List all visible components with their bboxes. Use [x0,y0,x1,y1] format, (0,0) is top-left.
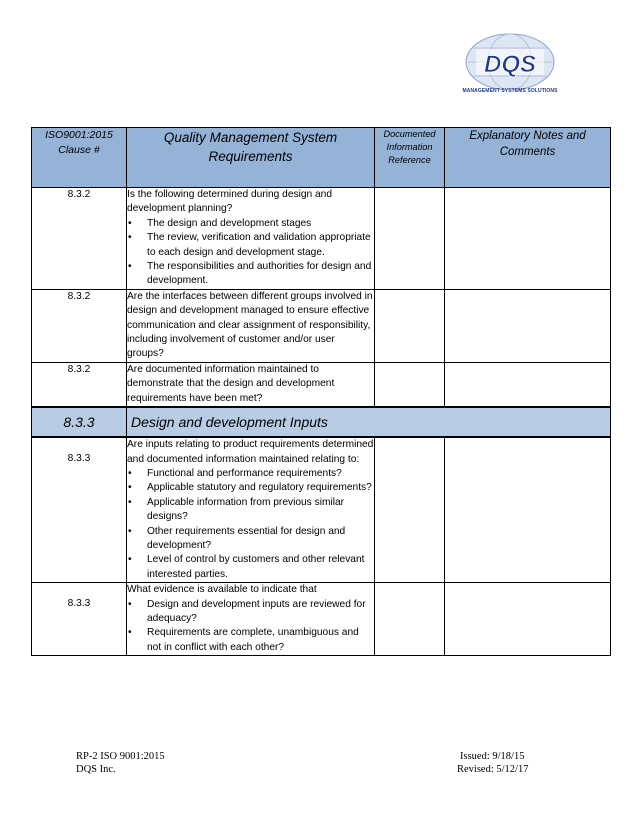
requirement-cell [127,289,375,362]
requirement-question: Are documented information maintained to demonstrate that the design and development requirements have been met? [127,363,335,404]
section-title: Design and development Inputs [127,407,611,437]
bullet-marker: • [128,261,132,273]
header-clause-line2: Clause # [58,144,100,156]
header-clause [32,128,127,188]
clause-cell: 8.3.2 [32,188,127,290]
table-header-row [32,128,611,188]
bullet-item [127,598,374,627]
bullet-item [127,496,374,525]
bullet-text: Design and development inputs are reviewed for adequacy? [147,598,366,624]
header-requirements-line2: Requirements [208,149,293,164]
requirement-question: Is the following determined during design and development planning? [127,189,333,215]
table-row [32,362,611,407]
bullet-marker: • [128,554,132,566]
bullet-item [127,525,374,554]
header-notes-line1: Explanatory Notes and [469,130,586,142]
bullet-marker: • [128,467,132,479]
header-clause-line1: ISO9001:2015 [45,129,113,141]
bullet-text: The responsibilities and authorities for design and development. [147,261,372,287]
clause-cell: 8.3.3 [32,583,127,656]
requirement-bullets [127,467,374,582]
clause-cell: 8.3.3 [32,437,127,583]
table-row [32,289,611,362]
header-documented-info [375,128,445,188]
bullet-text: Functional and performance requirements? [147,467,342,479]
logo-letters: DQS [483,51,537,78]
audit-checklist-table [31,127,611,656]
requirement-question: What evidence is available to indicate that [127,584,317,596]
requirement-cell [127,188,375,290]
header-requirements [127,128,375,188]
requirement-bullets [127,598,374,656]
footer-doc-id: RP-2 ISO 9001:2015 [76,751,165,762]
bullet-item [127,481,374,495]
bullet-text: Other requirements essential for design and development? [147,525,346,551]
bullet-text: Applicable statutory and regulatory requirements? [147,482,372,494]
notes-cell[interactable] [445,437,611,583]
bullet-marker: • [128,217,132,229]
bullet-text: The review, verification and validation appropriate to each design and development stage. [147,232,371,258]
bullet-text: Applicable information from previous similar designs? [147,496,345,523]
section-heading-row [32,407,611,437]
bullet-text: The design and development stages [147,217,312,229]
header-documented-line3: Reference [388,155,431,165]
header-documented-line1: Documented [383,129,436,139]
footer-company: DQS Inc. [76,763,116,775]
bullet-marker: • [128,598,132,610]
bullet-item [127,217,374,231]
requirement-question: Are inputs relating to product requirements determined and documented information maintained relating to: [127,439,374,465]
documented-info-cell[interactable] [375,437,445,583]
bullet-text: Level of control by customers and other relevant interested parties. [147,554,365,580]
notes-cell[interactable] [445,289,611,362]
bullet-item [127,553,374,582]
requirement-bullets [127,217,374,289]
documented-info-cell[interactable] [375,289,445,362]
header-requirements-line1: Quality Management System [163,130,338,145]
bullet-item [127,626,374,655]
documented-info-cell[interactable] [375,188,445,290]
bullet-item [127,467,374,481]
requirement-cell [127,583,375,656]
bullet-marker: • [128,482,132,494]
bullet-marker: • [128,627,132,639]
notes-cell[interactable] [445,583,611,656]
requirement-cell [127,437,375,583]
section-clause: 8.3.3 [32,407,127,437]
notes-cell[interactable] [445,188,611,290]
bullet-marker: • [128,496,132,508]
table-row [32,188,611,290]
notes-cell[interactable] [445,362,611,407]
logo-caption: MANAGEMENT SYSTEMS SOLUTIONS [462,88,558,94]
table-row [32,583,611,656]
documented-info-cell[interactable] [375,583,445,656]
clause-cell: 8.3.2 [32,289,127,362]
header-notes-line2: Comments [499,146,556,158]
bullet-marker: • [128,232,132,244]
bullet-item [127,231,374,260]
header-documented-line2: Information [386,142,433,152]
clause-cell: 8.3.2 [32,362,127,407]
footer-right [457,751,528,776]
footer-issued: Issued: 9/18/15 [460,751,525,762]
bullet-text: Requirements are complete, unambiguous and not in conflict with each other? [147,627,359,653]
header-notes [445,128,611,188]
table-row [32,437,611,583]
requirement-question: Are the interfaces between different groups involved in design and development managed to ensure effective communication and clear assignment of responsibility, including involvement of customer and/or user groups? [127,290,373,360]
bullet-marker: • [128,525,132,537]
documented-info-cell[interactable] [375,362,445,407]
footer-left [76,751,165,776]
bullet-item [127,260,374,289]
footer-revised: Revised: 5/12/17 [457,763,529,775]
requirement-cell [127,362,375,407]
